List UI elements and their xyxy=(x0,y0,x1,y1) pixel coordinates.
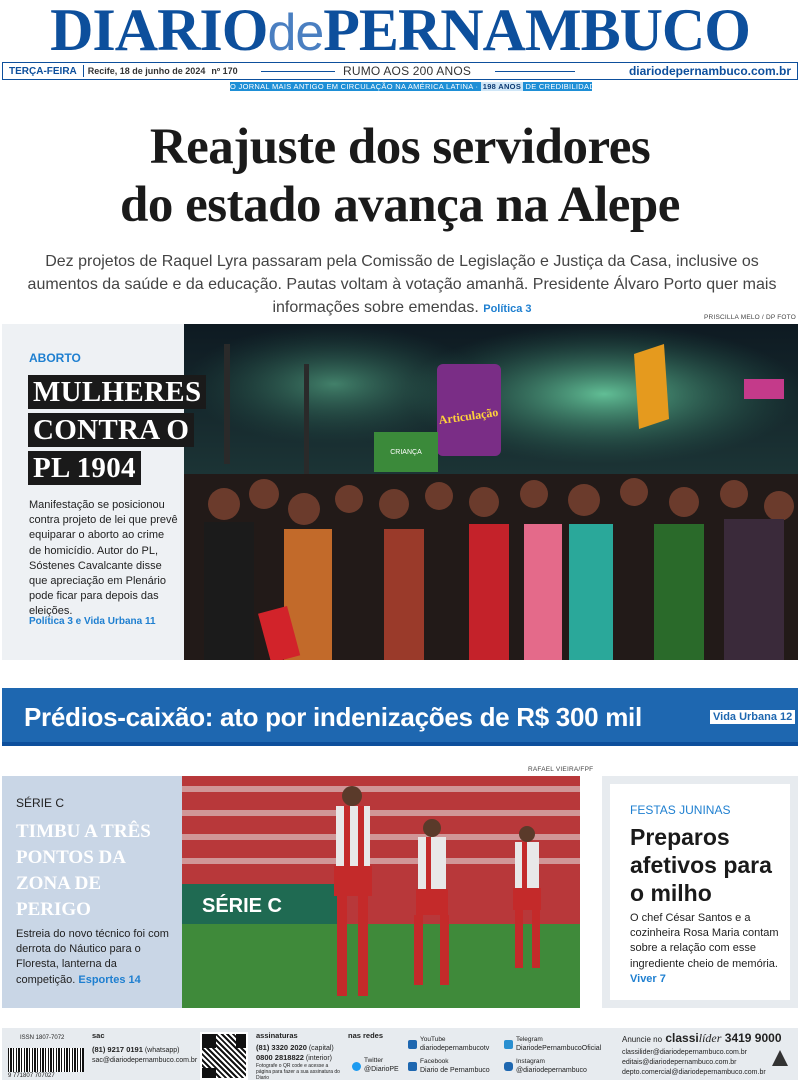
festas-body-text: O chef César Santos e a cozinheira Rosa Maria contam sobre a relação com esse ingrediente cheio de memória. xyxy=(630,912,779,970)
youtube-handle[interactable]: diariodepernambucotv xyxy=(420,1045,490,1052)
facebook-icon[interactable] xyxy=(408,1062,417,1071)
barcode xyxy=(8,1048,84,1072)
aborto-kicker: ABORTO xyxy=(29,351,81,365)
aborto-headline[interactable] xyxy=(28,375,228,489)
assinaturas-phone-1-note: (capital) xyxy=(308,1045,334,1052)
festas-headline[interactable]: Preparos afetivos para o milho xyxy=(630,824,772,906)
assinaturas-heading: assinaturas xyxy=(256,1031,298,1040)
aborto-body: Manifestação se posicionou contra projeto de lei que prevê equiparar o aborto ao crime de homicídio. Autor do PL, Sóstenes Cavalcante disse que apreciação em Plenário pode ficar para depois das eleições. xyxy=(29,499,178,618)
svg-text:CRIANÇA: CRIANÇA xyxy=(390,449,422,456)
classilider-ad[interactable] xyxy=(622,1031,782,1046)
twitter-icon[interactable] xyxy=(352,1062,361,1071)
facebook-handle[interactable]: Diario de Pernambuco xyxy=(420,1067,490,1074)
sport-kicker: SÉRIE C xyxy=(16,796,65,810)
sport-body xyxy=(16,927,174,988)
predios-banner[interactable] xyxy=(2,688,798,746)
barcode-digits: 9 771807 707027 xyxy=(8,1073,55,1079)
telegram-label: Telegram xyxy=(516,1036,543,1043)
youtube-label: YouTube xyxy=(420,1036,446,1043)
twitter-label: Twitter xyxy=(364,1057,384,1064)
aborto-headline-line: CONTRA O xyxy=(28,413,194,447)
protest-photo[interactable] xyxy=(184,324,798,660)
lead-headline-line-2: do estado avança na Alepe xyxy=(120,177,680,233)
instagram-label: Instagram xyxy=(516,1058,545,1065)
aborto-photo-credit: PRISCILLA MELO / DP FOTO xyxy=(704,314,796,321)
soccer-photo-illustration xyxy=(182,776,580,1008)
dateline-bar xyxy=(2,62,798,80)
sport-photo-credit: RAFAEL VIEIRA/FPF xyxy=(528,766,594,773)
banner-page-ref[interactable]: Vida Urbana 12 xyxy=(710,710,795,724)
board-text: SÉRIE C xyxy=(201,895,283,917)
slogan: RUMO AOS 200 ANOS xyxy=(343,64,472,78)
tagline-end: DE CREDIBILIDADE xyxy=(525,82,601,91)
telegram-icon[interactable] xyxy=(504,1040,513,1049)
festas-page-ref[interactable]: Viver 7 xyxy=(630,972,666,985)
lead-deck-text: Dez projetos de Raquel Lyra passaram pela Comissão de Legislação e Justiça da Casa, inclusive os aumentos da saúde e da educação. Pautas voltam à votação amanhã. Presidente Álvaro Porto quer mais informações sobre emendas. xyxy=(27,253,777,316)
classi-email-2[interactable]: editais@diariodepernambuco.com.br xyxy=(622,1059,737,1066)
lead-page-ref[interactable]: Política 3 xyxy=(483,303,532,315)
facebook-label: Facebook xyxy=(420,1058,449,1065)
slogan-rule-left xyxy=(261,71,335,72)
issue-number: nº 170 xyxy=(211,66,238,76)
sport-headline[interactable]: TIMBU A TRÊS PONTOS DA ZONA DE PERIGO xyxy=(16,821,151,920)
lead-deck xyxy=(12,250,792,321)
qr-note: Fotografe o QR code e acesse a página para fazer a sua assinatura do Diario xyxy=(256,1063,340,1081)
qr-code[interactable] xyxy=(200,1032,248,1080)
assinaturas-phone-2-number: 0800 2818822 xyxy=(256,1053,304,1062)
lead-headline-line-1: Reajuste dos servidores xyxy=(149,119,651,175)
festas-kicker: FESTAS JUNINAS xyxy=(630,803,731,817)
weekday: TERÇA-FEIRA xyxy=(9,65,77,77)
assinaturas-phone-1-number: (81) 3320 2020 xyxy=(256,1043,307,1052)
newspaper-logo[interactable] xyxy=(0,0,800,63)
tagline-text: O JORNAL MAIS ANTIGO EM CIRCULAÇÃO NA AMÉRICA LATINA xyxy=(230,82,474,91)
assinaturas-phone-1[interactable] xyxy=(256,1043,334,1053)
tagline-years: 198 ANOS xyxy=(482,82,522,91)
lead-headline[interactable] xyxy=(0,118,800,234)
classi-phone: 3419 9000 xyxy=(724,1031,782,1045)
tagline-strip: O JORNAL MAIS ANTIGO EM CIRCULAÇÃO NA AMÉRICA LATINA · 198 ANOS DE CREDIBILIDADE xyxy=(230,82,601,91)
website-link[interactable]: diariodepernambuco.com.br xyxy=(628,64,791,78)
banner-headline: Prédios-caixão: ato por indenizações de R$ 300 mil xyxy=(24,702,642,732)
instagram-handle[interactable]: @diariodepernambuco xyxy=(516,1067,587,1074)
protest-photo-illustration xyxy=(184,324,798,660)
sac-phone-number: (81) 9217 0191 xyxy=(92,1045,143,1054)
sac-heading: sac xyxy=(92,1031,105,1040)
logo-word-de: de xyxy=(267,4,324,62)
sport-page-ref[interactable]: Esportes 14 xyxy=(78,973,141,986)
telegram-handle[interactable]: DiariodePernambucoOficial xyxy=(516,1045,602,1052)
classi-email-1[interactable]: classilider@diariodepernambuco.com.br xyxy=(622,1049,747,1056)
classi-email-3[interactable]: depto.comercial@diariodepernambuco.com.br xyxy=(622,1069,766,1076)
assinaturas-phone-2-note: (interior) xyxy=(305,1055,332,1062)
logo-word-pernambuco: PERNAMBUCO xyxy=(323,0,750,63)
festas-body xyxy=(630,911,790,987)
sac-phone-note: (whatsapp) xyxy=(144,1047,180,1054)
anuncie-label: Anuncie no xyxy=(622,1035,663,1044)
classi-brand-b: líder xyxy=(698,1031,722,1045)
aborto-page-ref[interactable]: Política 3 e Vida Urbana 11 xyxy=(29,616,156,627)
masthead xyxy=(0,0,800,63)
aborto-headline-line: MULHERES xyxy=(28,375,206,409)
assinaturas-phone-2[interactable] xyxy=(256,1053,332,1063)
aborto-headline-line: PL 1904 xyxy=(28,451,141,485)
edition-date: Recife, 18 de junho de 2024 xyxy=(87,66,206,76)
sac-email[interactable]: sac@diariodepernambuco.com.br xyxy=(92,1057,198,1064)
classi-brand: classi xyxy=(665,1031,699,1045)
redes-heading: nas redes xyxy=(348,1031,384,1040)
youtube-icon[interactable] xyxy=(408,1040,417,1049)
sport-body-text: Estreia do novo técnico foi com derrota do Náutico para o Floresta, lanterna da competição. xyxy=(16,928,169,986)
sac-phone[interactable] xyxy=(92,1045,179,1055)
issn: ISSN 1807-7072 xyxy=(20,1035,65,1041)
soccer-photo[interactable] xyxy=(182,776,580,1008)
svg-text:Articulação: Articulação xyxy=(437,404,500,428)
slogan-rule-right xyxy=(495,71,575,72)
instagram-icon[interactable] xyxy=(504,1062,513,1071)
logo-word-diario: DIARIO xyxy=(50,0,268,63)
twitter-handle[interactable]: @DiarioPE xyxy=(364,1066,399,1073)
